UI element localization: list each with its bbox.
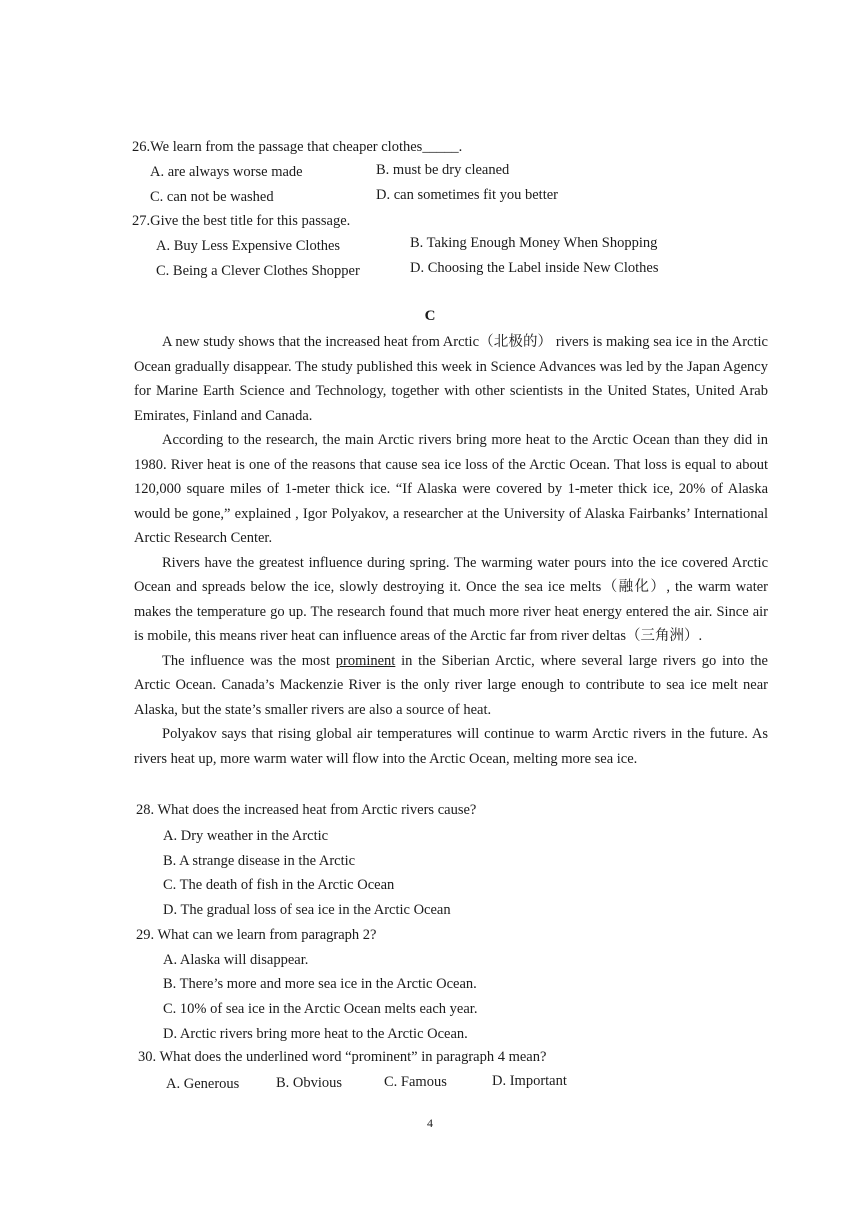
q30-option-c: C. Famous xyxy=(384,1074,447,1090)
section-heading: C xyxy=(424,308,436,324)
page-number: 4 xyxy=(427,1116,433,1130)
q28-stem: 28. What does the increased heat from Arctic rivers cause? xyxy=(136,802,477,818)
q30-option-a: A. Generous xyxy=(166,1076,240,1092)
q26-option-a: A. are always worse made xyxy=(150,164,303,180)
q28-option-d: D. The gradual loss of sea ice in the Arctic Ocean xyxy=(163,902,451,918)
q30-option-b: B. Obvious xyxy=(276,1075,343,1091)
q29-option-a: A. Alaska will disappear. xyxy=(163,952,309,968)
p4-text-before: The influence was the most xyxy=(162,652,336,669)
q26-option-c: C. can not be washed xyxy=(150,189,274,205)
q28-option-c: C. The death of fish in the Arctic Ocean xyxy=(163,877,395,893)
q27-option-d: D. Choosing the Label inside New Clothes xyxy=(410,260,659,276)
passage-paragraph-5: Polyakov says that rising global air temperatures will continue to warm Arctic rivers in the future. As rivers heat up, more warm water will flow into the Arctic Ocean, melting more sea ice. xyxy=(134,726,768,767)
q26-stem: 26.We learn from the passage that cheaper clothes_____. xyxy=(132,139,463,155)
q29-option-b: B. There’s more and more sea ice in the Arctic Ocean. xyxy=(163,976,477,992)
q26-option-d: D. can sometimes fit you better xyxy=(376,187,559,203)
q27-option-c: C. Being a Clever Clothes Shopper xyxy=(156,263,360,279)
p4-text-after: in the Siberian Arctic, where several large rivers go into the Arctic Ocean. Canada’s Mackenzie River is the only river large enough to contribute to sea ice melt near Alaska, but the state’s smaller rivers are also a source of heat. xyxy=(134,652,768,718)
q30-option-d: D. Important xyxy=(492,1073,567,1089)
passage-paragraph-2: According to the research, the main Arctic rivers bring more heat to the Arctic Ocean than they did in 1980. River heat is one of the reasons that cause sea ice loss of the Arctic Ocean. That loss is equal to about 120,000 square miles of 1-meter thick ice. “If Alaska were covered by 1-meter thick ice, 20% of Alaska would be gone,” explained , Igor Polyakov, a researcher at the University of Alaska Fairbanks’ International Arctic Research Center. xyxy=(134,432,768,546)
q29-option-c: C. 10% of sea ice in the Arctic Ocean melts each year. xyxy=(163,1001,478,1017)
q29-option-d: D. Arctic rivers bring more heat to the Arctic Ocean. xyxy=(163,1026,468,1042)
q26-option-b: B. must be dry cleaned xyxy=(376,162,510,178)
passage-paragraph-1: A new study shows that the increased heat from Arctic（北极的） rivers is making sea ice in the Arctic Ocean gradually disappear. The study published this week in Science Advances was led by the Japan Agency for Marine Earth Science and Technology, together with other scientists in the United States, United Arab Emirates, Finland and Canada. xyxy=(134,334,768,424)
q27-option-a: A. Buy Less Expensive Clothes xyxy=(156,238,341,254)
passage-paragraph-4 xyxy=(134,649,768,723)
q28-option-b: B. A strange disease in the Arctic xyxy=(163,853,356,869)
q27-option-b: B. Taking Enough Money When Shopping xyxy=(410,235,658,251)
q29-stem: 29. What can we learn from paragraph 2? xyxy=(136,927,377,943)
passage-paragraph-3: Rivers have the greatest influence during spring. The warming water pours into the ice covered Arctic Ocean and spreads below the ice, slowly destroying it. Once the sea ice melts（融化）, the warm water makes the temperature go up. The research found that much more river heat energy entered the air. Since air is mobile, this means river heat can influence areas of the Arctic far from river deltas（三角洲）. xyxy=(134,554,768,644)
q28-option-a: A. Dry weather in the Arctic xyxy=(163,828,329,844)
q27-stem: 27.Give the best title for this passage. xyxy=(132,213,351,229)
q30-stem: 30. What does the underlined word “prominent” in paragraph 4 mean? xyxy=(138,1049,547,1065)
underlined-word-prominent: prominent xyxy=(335,652,396,669)
reading-passage xyxy=(134,330,768,771)
